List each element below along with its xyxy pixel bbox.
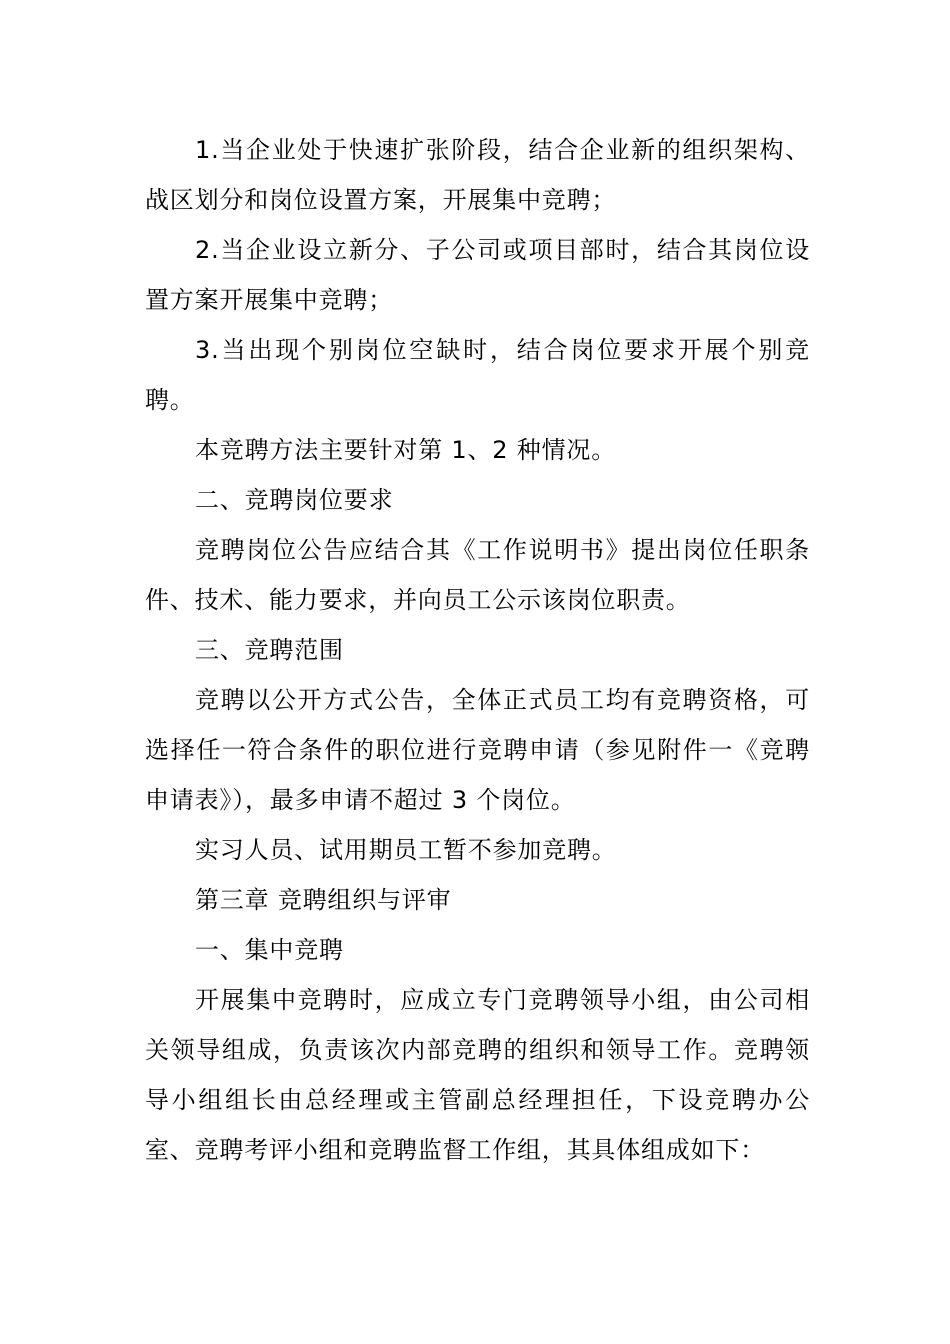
paragraph-position-requirements: 竞聘岗位公告应结合其《工作说明书》提出岗位任职条件、技术、能力要求，并向员工公示该岗位职责。 [145,536,810,614]
paragraph-exclusion: 实习人员、试用期员工暂不参加竞聘。 [195,836,617,864]
paragraph-scenario-3: 3.当出现个别岗位空缺时，结合岗位要求开展个别竞聘。 [145,336,810,414]
document-page [145,125,810,1175]
section-heading-centralized: 一、集中竞聘 [195,936,344,964]
section-heading-scope: 三、竞聘范围 [195,636,344,664]
chapter-heading: 第三章 竞聘组织与评审 [195,886,452,914]
paragraph-centralized: 开展集中竞聘时，应成立专门竞聘领导小组，由公司相关领导组成，负责该次内部竞聘的组织和领导工作。竞聘领导小组组长由总经理或主管副总经理担任，下设竞聘办公室、竞聘考评小组和竞聘监督工作组，其具体组成如下： [145,986,810,1164]
section-heading-position-requirements: 二、竞聘岗位要求 [195,486,394,514]
paragraph-scope-note: 本竞聘方法主要针对第 1、2 种情况。 [195,436,616,464]
paragraph-scenario-2: 2.当企业设立新分、子公司或项目部时，结合其岗位设置方案开展集中竞聘； [145,236,810,314]
paragraph-scenario-1: 1.当企业处于快速扩张阶段，结合企业新的组织架构、战区划分和岗位设置方案，开展集中竞聘； [145,136,810,214]
paragraph-scope: 竞聘以公开方式公告，全体正式员工均有竞聘资格，可选择任一符合条件的职位进行竞聘申请（参见附件一《竞聘申请表》），最多申请不超过 3 个岗位。 [145,686,810,814]
